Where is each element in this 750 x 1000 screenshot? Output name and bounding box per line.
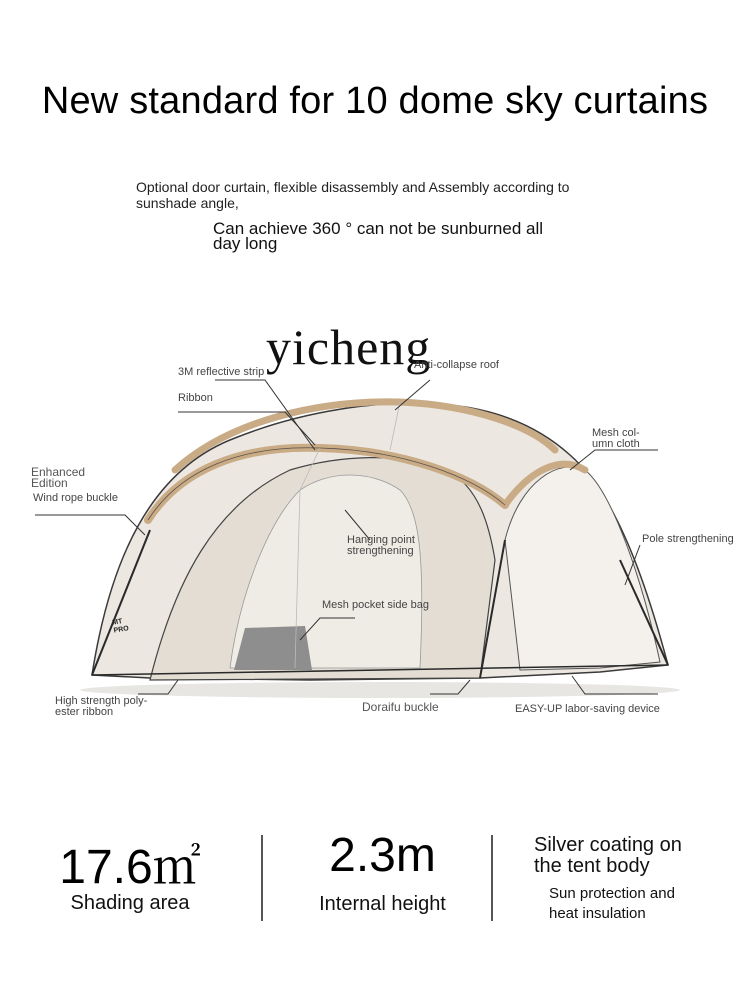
label-polyester-ribbon: High strength poly- ester ribbon [55, 695, 148, 718]
label-anti-collapse-roof: Anti-collapse roof [414, 359, 499, 371]
page-title: New standard for 10 dome sky curtains [41, 80, 709, 122]
label-doraifu-buckle: Doraifu buckle [362, 700, 439, 714]
stat-height-value: 2.3m [329, 829, 436, 882]
divider-2 [491, 835, 493, 921]
divider-1 [261, 835, 263, 921]
watermark: yicheng [266, 319, 432, 375]
label-easy-up: EASY-UP labor-saving device [515, 703, 660, 715]
mesh-pocket-bag [234, 626, 312, 670]
subtitle-highlight: Can achieve 360 ° can not be sunburned all day long [213, 219, 544, 253]
stat-height-caption: Internal height [319, 893, 446, 915]
label-wind-rope-buckle: Wind rope buckle [33, 492, 118, 504]
label-reflective-strip: 3M reflective strip [178, 366, 265, 378]
label-mesh-column-cloth: Mesh col- umn cloth [592, 427, 640, 450]
silver-coating-heading: Silver coating on the tent body [534, 834, 682, 877]
label-mesh-pocket: Mesh pocket side bag [322, 599, 430, 611]
stat-shading-area-caption: Shading area [70, 892, 190, 914]
leader-wind-rope [35, 515, 145, 535]
tent-logo: MT PRO [111, 618, 130, 635]
stat-shading-area-value: 17.6㎡ [59, 841, 201, 894]
label-enhanced-edition: Enhanced Edition [31, 465, 86, 490]
label-ribbon: Ribbon [178, 392, 213, 404]
subtitle-description: Optional door curtain, flexible disassembly and Assembly according to sunshade angle, [136, 179, 570, 211]
silver-coating-detail: Sun protection and heat insulation [549, 885, 675, 922]
label-pole-strengthening: Pole strengthening [642, 533, 734, 545]
label-hanging-point: Hanging point strengthening [347, 534, 415, 557]
tent-ground-shadow [80, 682, 680, 698]
